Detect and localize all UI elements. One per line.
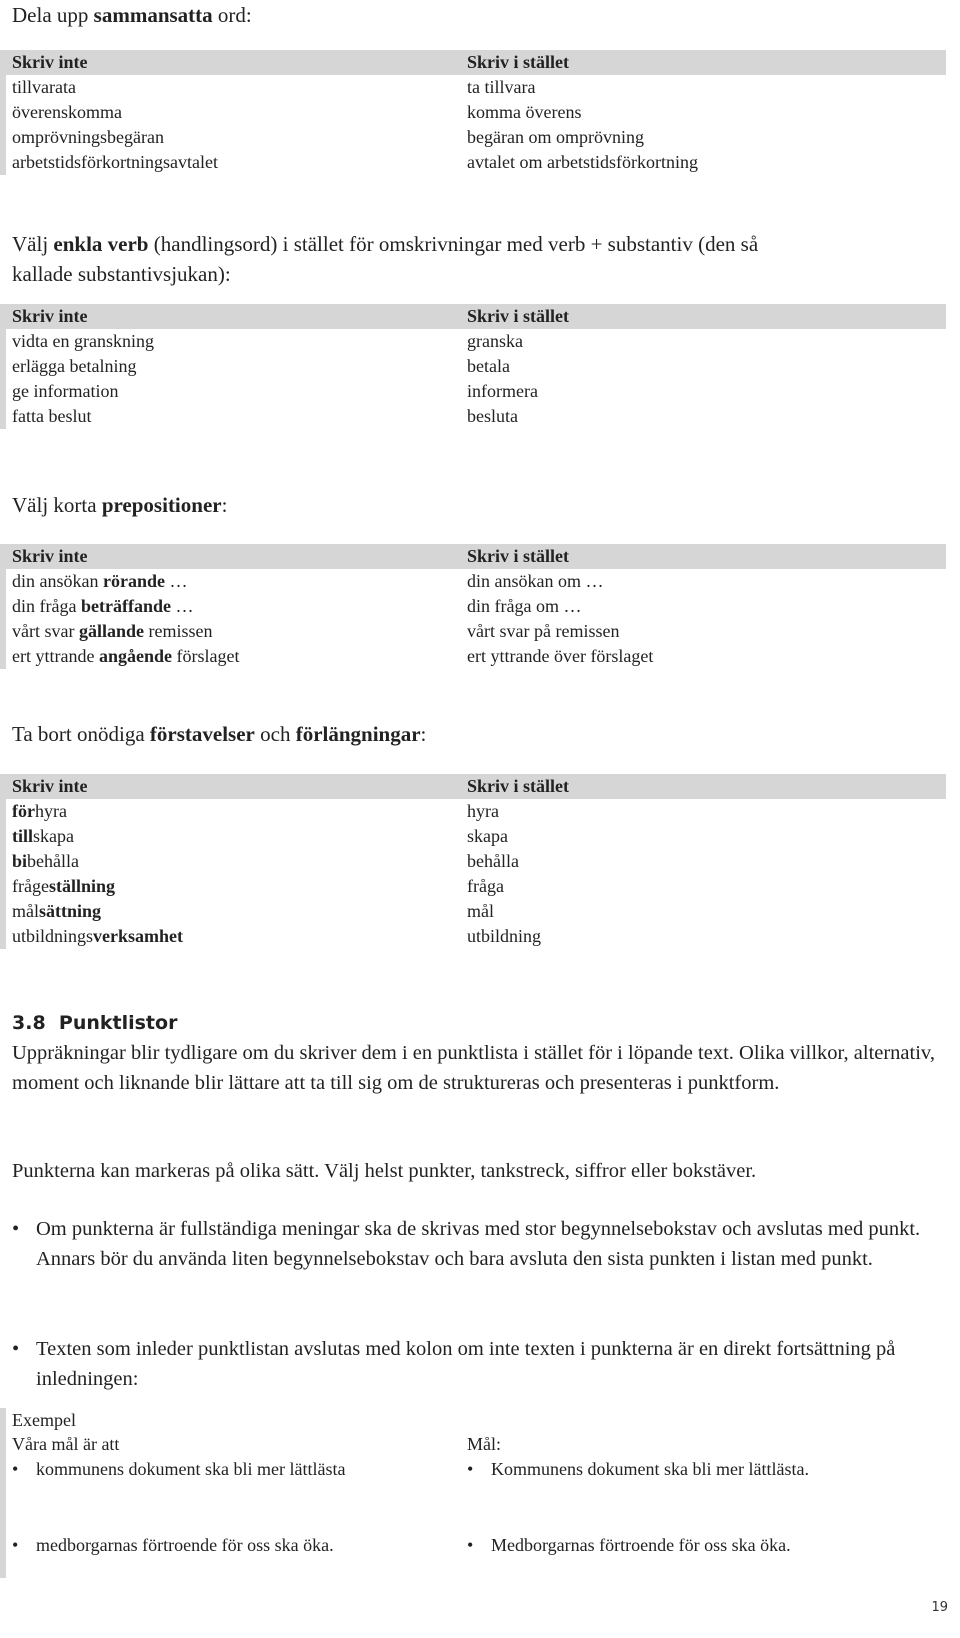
header-left: Skriv inte: [12, 306, 88, 326]
header-right: Skriv i stället: [467, 306, 569, 326]
cell-left: [12, 619, 212, 644]
cell-left: erlägga betalning: [12, 356, 137, 376]
cell-right: vårt svar på remissen: [467, 621, 620, 641]
heading-bold-text: sammansatta: [93, 3, 213, 27]
cell-bold-text: bi: [12, 851, 28, 871]
table-header: [6, 544, 946, 569]
cell-bold-text: sättning: [39, 901, 102, 921]
example-label: Våra mål är att: [12, 1434, 120, 1454]
cell-left: ge information: [12, 381, 119, 401]
bullet-icon: •: [12, 1218, 20, 1240]
bullet-icon: •: [467, 1535, 474, 1555]
cell-text: fråge: [12, 876, 49, 896]
header-right: Skriv i stället: [467, 776, 569, 796]
example-box: [0, 1408, 946, 1578]
cell-right: informera: [467, 381, 538, 401]
list-item-text: Texten som inleder punktlistan avslutas med kolon om inte texten i punkterna är en direkt fortsättning på inledningen:: [36, 1338, 896, 1390]
cell-right: hyra: [467, 801, 499, 821]
cell-left: [12, 569, 187, 594]
example-left-column: [12, 1432, 372, 1555]
header-left: Skriv inte: [12, 52, 88, 72]
cell-text: din fråga: [12, 596, 81, 616]
cell-left: [12, 824, 74, 849]
cell-left: [12, 899, 101, 924]
table-compound-words: [0, 50, 946, 175]
cell-bold-text: ställning: [48, 876, 115, 896]
paragraph: Punkterna kan markeras på olika sätt. Välj helst punkter, tankstreck, siffror eller bokstäver.: [12, 1160, 757, 1182]
cell-left: [12, 849, 79, 874]
cell-bold-text: angående: [98, 646, 172, 666]
list-item-text: Medborgarnas förtroende för oss ska öka.: [491, 1535, 791, 1555]
table-header: [6, 50, 946, 75]
cell-right: ert yttrande över förslaget: [467, 646, 654, 666]
cell-right: fråga: [467, 876, 504, 896]
cell-right: granska: [467, 331, 523, 351]
example-right-column: [467, 1432, 927, 1555]
example-label: Mål:: [467, 1434, 501, 1454]
table-row: [6, 569, 946, 594]
cell-bold-text: rörande: [102, 571, 165, 591]
table-row: [6, 874, 946, 899]
cell-bold-text: verksamhet: [93, 926, 183, 946]
page-number: 19: [931, 1600, 948, 1615]
table-row: [6, 150, 946, 175]
table-row: [6, 329, 946, 354]
cell-right: mål: [467, 901, 494, 921]
list-item: [12, 1334, 937, 1394]
table-row: [6, 924, 946, 949]
heading-compound-words: [12, 0, 252, 30]
bullet-icon: •: [467, 1459, 474, 1479]
list-item: [12, 1457, 352, 1482]
list-item: [12, 1214, 937, 1274]
heading-text: ord:: [212, 3, 252, 27]
table-row: [6, 824, 946, 849]
heading-text: (handlingsord) i stället för omskrivningar med verb + substantiv (den så: [148, 232, 759, 256]
section-title: [12, 1010, 177, 1036]
heading-text: Välj korta: [12, 493, 102, 517]
table-row: [6, 594, 946, 619]
cell-right: besluta: [467, 406, 518, 426]
heading-text: Dela upp: [12, 3, 94, 27]
cell-text: remissen: [144, 621, 213, 641]
table-header: [6, 774, 946, 799]
cell-bold-text: beträffande: [80, 596, 171, 616]
heading-text: :: [420, 722, 427, 746]
section-number: 3.8: [12, 1012, 46, 1034]
cell-text: utbildnings: [12, 926, 94, 946]
cell-left: [12, 799, 67, 824]
table-row: [6, 75, 946, 100]
section-title-text: Punktlistor: [58, 1012, 178, 1034]
list-item: [467, 1533, 927, 1558]
bullet-icon: •: [12, 1535, 19, 1555]
table-row: [6, 354, 946, 379]
heading-bold-text: förstavelser: [149, 722, 255, 746]
table-row: [6, 404, 946, 429]
cell-text: skapa: [33, 826, 74, 846]
heading-text: :: [221, 493, 228, 517]
cell-text: …: [170, 596, 194, 616]
cell-left: tillvarata: [12, 77, 76, 97]
list-item: [12, 1533, 392, 1558]
cell-right: din fråga om …: [467, 596, 582, 616]
heading-text: Välj: [12, 232, 54, 256]
cell-left: fatta beslut: [12, 406, 92, 426]
cell-right: ta tillvara: [467, 77, 536, 97]
table-row: [6, 125, 946, 150]
cell-left: omprövningsbegäran: [12, 127, 164, 147]
bullet-icon: •: [12, 1338, 20, 1360]
cell-text: hyra: [34, 801, 67, 821]
header-left: Skriv inte: [12, 776, 88, 796]
header-right: Skriv i stället: [467, 546, 569, 566]
list-item-text: medborgarnas förtroende för oss ska öka.: [36, 1535, 334, 1555]
table-row: [6, 619, 946, 644]
cell-right: din ansökan om …: [467, 571, 604, 591]
table-row: [6, 644, 946, 669]
table-simple-verbs: [0, 304, 946, 429]
table-row: [6, 899, 946, 924]
cell-left: överenskomma: [12, 102, 122, 122]
list-item: [467, 1457, 927, 1482]
cell-right: begäran om omprövning: [467, 127, 644, 147]
heading-bold-text: förlängningar: [295, 722, 421, 746]
cell-right: avtalet om arbetstidsförkortning: [467, 152, 698, 172]
cell-text: din ansökan: [12, 571, 103, 591]
heading-bold-text: prepositioner: [101, 493, 222, 517]
cell-text: ert yttrande: [12, 646, 99, 666]
cell-text: behålla: [27, 851, 79, 871]
table-row: [6, 849, 946, 874]
cell-left: [12, 594, 193, 619]
cell-text: …: [164, 571, 188, 591]
cell-left: arbetstidsförkortningsavtalet: [12, 152, 218, 172]
heading-bold-text: enkla verb: [53, 232, 149, 256]
cell-right: skapa: [467, 826, 508, 846]
table-row: [6, 799, 946, 824]
cell-right: betala: [467, 356, 510, 376]
cell-right: utbildning: [467, 926, 542, 946]
cell-text: mål: [12, 901, 39, 921]
table-prepositions: [0, 544, 946, 669]
header-left: Skriv inte: [12, 546, 88, 566]
cell-left: vidta en granskning: [12, 331, 154, 351]
cell-text: förslaget: [171, 646, 240, 666]
list-item-text: Kommunens dokument ska bli mer lättlästa.: [491, 1459, 809, 1479]
example-title: Exempel: [12, 1410, 76, 1430]
cell-left: [12, 924, 183, 949]
heading-prefixes: [12, 719, 426, 749]
heading-prepositions: [12, 490, 227, 520]
heading-text: och: [254, 722, 296, 746]
cell-right: komma överens: [467, 102, 582, 122]
heading-text: kallade substantivsjukan):: [12, 262, 231, 286]
cell-bold-text: till: [12, 826, 33, 846]
table-header: [6, 304, 946, 329]
bullet-icon: •: [12, 1459, 19, 1479]
table-prefixes: [0, 774, 946, 949]
cell-text: vårt svar: [12, 621, 79, 641]
cell-left: [12, 644, 239, 669]
heading-simple-verbs: [12, 229, 758, 289]
cell-left: [12, 874, 115, 899]
cell-right: behålla: [467, 851, 519, 871]
table-row: [6, 100, 946, 125]
cell-bold-text: gällande: [78, 621, 144, 641]
cell-bold-text: för: [12, 801, 35, 821]
table-row: [6, 379, 946, 404]
header-right: Skriv i stället: [467, 52, 569, 72]
list-item-text: Om punkterna är fullständiga meningar ska de skrivas med stor begynnelsebokstav och avslutas med punkt. Annars bör du använda liten begynnelsebokstav och bara avsluta den sista punkten i listan med punkt.: [36, 1218, 921, 1270]
paragraph: Uppräkningar blir tydligare om du skriver dem i en punktlista i stället för i löpande text. Olika villkor, alternativ, moment och liknande blir lättare att ta till sig om de struktureras och presenteras i punktform.: [12, 1042, 935, 1094]
list-item-text: kommunens dokument ska bli mer lättlästa: [36, 1459, 346, 1479]
heading-text: Ta bort onödiga: [12, 722, 150, 746]
